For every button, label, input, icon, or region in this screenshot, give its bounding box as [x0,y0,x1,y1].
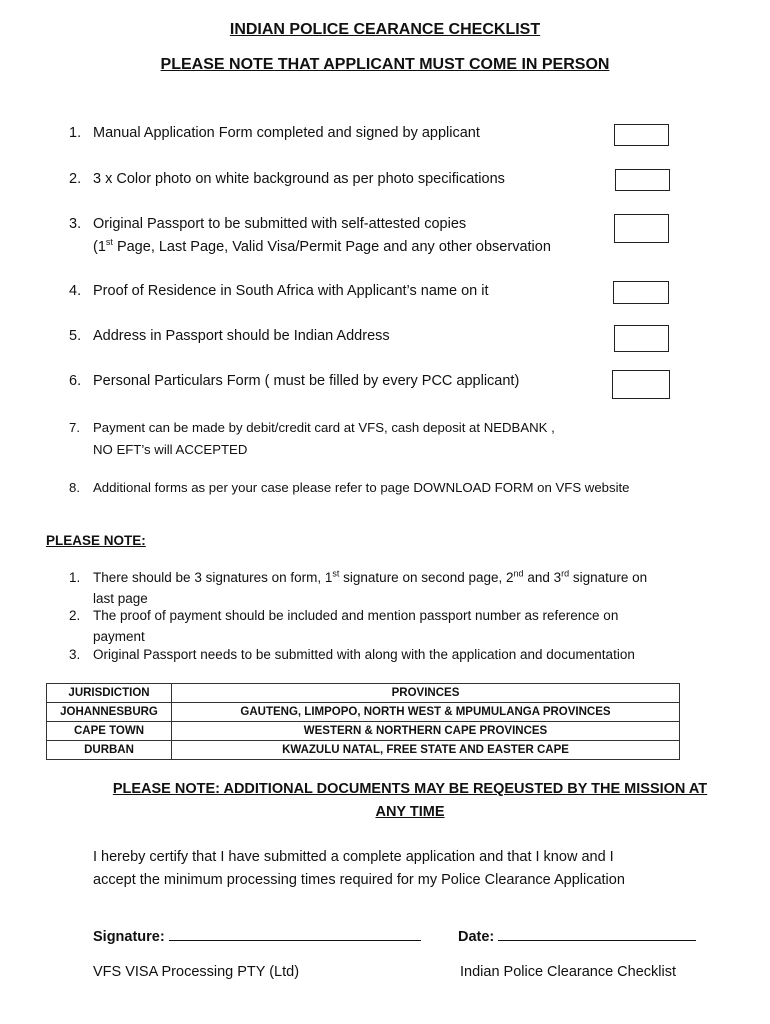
item-number: 8. [69,480,80,495]
additional-note-line2: ANY TIME [375,804,445,820]
note-text: There should be 3 signatures on form, 1st signature on second page, 2nd and 3rd signature on [93,568,648,585]
jurisdiction-cell: DURBAN [47,741,172,760]
item-number: 6. [69,373,82,389]
checkbox-item-6[interactable] [612,370,670,399]
certify-line2: accept the minimum processing times required for my Police Clearance Application [93,872,625,888]
jurisdiction-table [46,683,680,760]
item-text: Address in Passport should be Indian Address [93,328,390,344]
checkbox-item-5[interactable] [614,325,669,352]
note-text: The proof of payment should be included and mention passport number as reference on [93,608,619,623]
checklist-item-4 [69,283,489,299]
item-number: 4. [69,283,82,299]
checkbox-item-2[interactable] [615,169,670,191]
please-note-heading: PLEASE NOTE: [46,533,146,548]
item-number: 7. [69,420,80,435]
item-number: 2. [69,171,82,187]
certify-line1: I hereby certify that I have submitted a complete application and that I know and I [93,849,614,865]
note-item-3 [69,647,635,662]
item-text: 3 x Color photo on white background as per photo specifications [93,171,505,187]
checklist-item-7 [69,417,555,461]
footer-document-name: Indian Police Clearance Checklist [460,964,676,980]
page-subtitle: PLEASE NOTE THAT APPLICANT MUST COME IN PERSON [160,56,610,73]
date-field[interactable] [458,928,696,945]
note-text-line2: last page [93,590,148,606]
item-text: Proof of Residence in South Africa with Applicant’s name on it [93,283,489,299]
item-text: Manual Application Form completed and signed by applicant [93,125,480,141]
date-line[interactable] [498,928,696,941]
note-text: Original Passport needs to be submitted with along with the application and documentation [93,647,635,662]
table-row [47,703,680,722]
table-row [47,722,680,741]
checkbox-item-4[interactable] [613,281,669,304]
checklist-item-3 [69,216,551,255]
item-text-line2: (1st Page, Last Page, Valid Visa/Permit Page and any other observation [93,237,551,255]
checkbox-item-1[interactable] [614,124,669,146]
table-row [47,741,680,760]
item-text: Payment can be made by debit/credit card at VFS, cash deposit at NEDBANK , [93,420,555,435]
item-text: Original Passport to be submitted with self-attested copies [93,216,467,232]
note-number: 1. [69,569,81,585]
note-text-line2: payment [93,629,145,644]
checklist-item-5 [69,328,390,344]
additional-note-line1: PLEASE NOTE: ADDITIONAL DOCUMENTS MAY BE REQEUSTED BY THE MISSION AT [112,781,708,797]
signature-label: Signature: [93,929,165,945]
item-number: 3. [69,216,82,232]
item-number: 5. [69,328,82,344]
note-number: 2. [69,608,81,623]
checklist-item-1 [69,125,480,141]
checklist-item-8 [69,480,630,495]
additional-documents-note [90,778,730,824]
signature-field[interactable] [93,928,421,945]
table-header-row [47,684,680,703]
column-header-jurisdiction: JURISDICTION [47,684,172,703]
note-item-1 [69,563,647,609]
item-text-line2: NO EFT’s will ACCEPTED [93,442,248,457]
note-number: 3. [69,647,81,662]
signature-line[interactable] [169,928,421,941]
item-number: 1. [69,125,82,141]
item-text: Personal Particulars Form ( must be filled by every PCC applicant) [93,373,520,389]
note-item-2 [69,605,618,647]
checklist-item-2 [69,171,505,187]
provinces-cell: WESTERN & NORTHERN CAPE PROVINCES [172,722,680,741]
checklist-item-6 [69,373,519,389]
jurisdiction-cell: CAPE TOWN [47,722,172,741]
date-label: Date: [458,929,495,945]
column-header-provinces: PROVINCES [172,684,680,703]
certification-statement [93,846,733,892]
checkbox-item-3[interactable] [614,214,669,243]
provinces-cell: KWAZULU NATAL, FREE STATE AND EASTER CAPE [172,741,680,760]
item-text: Additional forms as per your case please refer to page DOWNLOAD FORM on VFS website [93,480,630,495]
provinces-cell: GAUTENG, LIMPOPO, NORTH WEST & MPUMULANGA PROVINCES [172,703,680,722]
jurisdiction-cell: JOHANNESBURG [47,703,172,722]
page-title: INDIAN POLICE CEARANCE CHECKLIST [229,21,541,38]
footer-company: VFS VISA Processing PTY (Ltd) [93,964,300,980]
